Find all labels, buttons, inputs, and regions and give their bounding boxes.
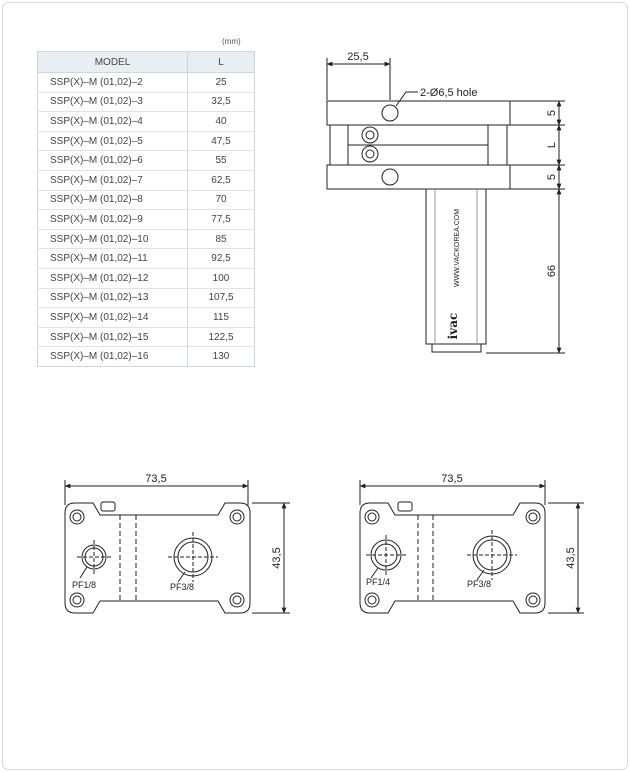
website-label: WWW.VACKOREA.COM — [454, 208, 461, 288]
dim-top-label: 25,5 — [347, 51, 369, 63]
model-cell: SSP(X)–M (01,02)–7 — [38, 170, 188, 190]
bolt-hole-br — [230, 593, 244, 607]
length-cell: 100 — [188, 268, 255, 288]
vent-plug — [101, 502, 115, 511]
bolt-hole-tr-inner — [529, 513, 537, 521]
model-cell: SSP(X)–M (01,02)–15 — [38, 327, 188, 347]
length-cell: 85 — [188, 229, 255, 249]
length-cell: 25 — [188, 73, 255, 93]
dim-right-top-label: 5 — [546, 109, 558, 117]
bolt-hole-tl-inner — [368, 513, 376, 521]
hole-label: 2-Ø6,5 hole — [420, 87, 478, 99]
mount-hole-top — [382, 105, 398, 121]
port-large-label: PF3/8 — [467, 579, 492, 589]
bolt-hole-bl — [365, 593, 379, 607]
bolt-hole-tl — [70, 510, 84, 524]
bolt-hole-br-inner — [233, 596, 241, 604]
bolt-hole-bl-inner — [368, 596, 376, 604]
model-cell: SSP(X)–M (01,02)–2 — [38, 73, 188, 93]
length-cell: 115 — [188, 308, 255, 328]
fitting-icon-bottom — [362, 146, 378, 162]
front-view-left — [65, 480, 290, 613]
dim-height-label: 43,5 — [271, 547, 283, 569]
port-small-leader — [80, 567, 87, 578]
brand-logo: ivac — [446, 312, 460, 340]
vent-plug — [398, 502, 412, 511]
bolt-hole-br-inner — [529, 596, 537, 604]
length-cell: 70 — [188, 190, 255, 210]
model-cell: SSP(X)–M (01,02)–9 — [38, 210, 188, 230]
model-cell: SSP(X)–M (01,02)–12 — [38, 268, 188, 288]
bolt-hole-tl — [365, 510, 379, 524]
length-cell: 32,5 — [188, 92, 255, 112]
dim-width-label: 73,5 — [441, 473, 463, 485]
length-cell: 55 — [188, 151, 255, 171]
port-large-leader — [178, 572, 185, 582]
dim-right-bottom-label: 5 — [546, 173, 558, 181]
model-cell: SSP(X)–M (01,02)–10 — [38, 229, 188, 249]
fitting-icon-top-inner — [366, 131, 374, 139]
model-cell: SSP(X)–M (01,02)–5 — [38, 131, 188, 151]
mount-hole-bottom — [382, 169, 398, 185]
port-small-label: PF1/4 — [366, 577, 391, 587]
body-outline — [65, 503, 250, 613]
bolt-hole-tr — [526, 510, 540, 524]
model-cell: SSP(X)–M (01,02)–8 — [38, 190, 188, 210]
fitting-icon-top — [362, 127, 378, 143]
model-cell: SSP(X)–M (01,02)–14 — [38, 308, 188, 328]
model-cell: SSP(X)–M (01,02)–4 — [38, 112, 188, 132]
model-cell: SSP(X)–M (01,02)–11 — [38, 249, 188, 269]
top-plate — [327, 101, 510, 125]
bolt-hole-tl-inner — [73, 513, 81, 521]
length-cell: 92,5 — [188, 249, 255, 269]
front-view-left-labels — [72, 473, 283, 592]
column-header-length: L — [188, 52, 255, 73]
length-cell: 47,5 — [188, 131, 255, 151]
fitting-icon-bottom-inner — [366, 150, 374, 158]
bolt-hole-br — [526, 593, 540, 607]
bottom-plate — [327, 165, 510, 189]
column-header-model: MODEL — [38, 52, 188, 73]
port-small-inner — [85, 548, 103, 566]
dim-width-label: 73,5 — [145, 473, 167, 485]
bolt-hole-tr-inner — [233, 513, 241, 521]
length-cell: 62,5 — [188, 170, 255, 190]
side-view-labels — [347, 51, 558, 339]
port-small-label: PF1/8 — [72, 580, 97, 590]
length-cell: 130 — [188, 347, 255, 367]
length-cell: 107,5 — [188, 288, 255, 308]
model-cell: SSP(X)–M (01,02)–6 — [38, 151, 188, 171]
length-cell: 122,5 — [188, 327, 255, 347]
cylinder-cap — [432, 344, 481, 352]
bolt-hole-bl — [70, 593, 84, 607]
model-cell: SSP(X)–M (01,02)–3 — [38, 92, 188, 112]
body-outline — [360, 503, 545, 613]
length-cell: 40 — [188, 112, 255, 132]
middle-block-right-lip — [488, 125, 507, 165]
port-large-label: PF3/8 — [170, 582, 195, 592]
length-cell: 77,5 — [188, 210, 255, 230]
middle-block-left-lip — [330, 125, 348, 165]
dim-right-mid-label: L — [546, 141, 558, 149]
front-view-right — [360, 480, 584, 613]
bolt-hole-bl-inner — [73, 596, 81, 604]
model-cell: SSP(X)–M (01,02)–13 — [38, 288, 188, 308]
hole-leader — [396, 92, 418, 106]
dim-height-label: 66 — [546, 264, 558, 278]
model-cell: SSP(X)–M (01,02)–16 — [38, 347, 188, 367]
side-view — [327, 58, 565, 353]
dim-height-label: 43,5 — [565, 547, 577, 569]
bolt-hole-tr — [230, 510, 244, 524]
unit-note: (mm) — [222, 37, 241, 46]
